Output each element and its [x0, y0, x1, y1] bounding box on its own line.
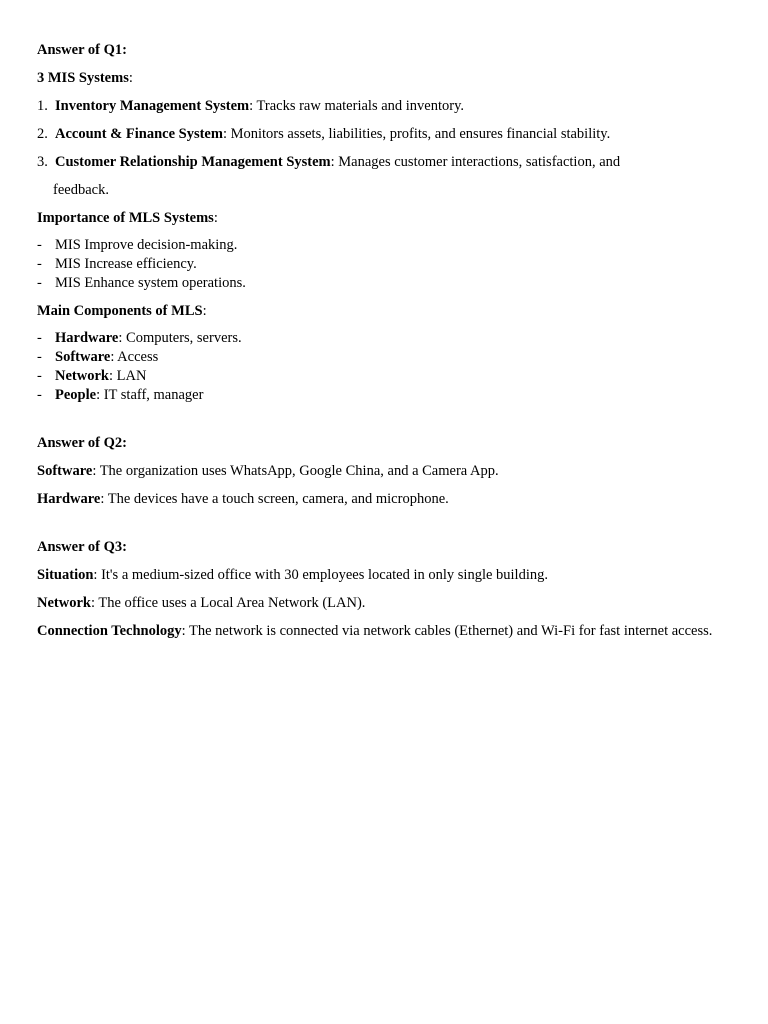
importance-item: - MIS Enhance system operations. — [37, 275, 246, 291]
q3-heading: Answer of Q3: — [37, 539, 127, 555]
mis-system-item: 3. Customer Relationship Management System: Manages customer interactions, satisfaction, and — [37, 154, 621, 170]
document-page — [37, 41, 727, 641]
q2-software: Software: The organization uses WhatsApp, Google China, and a Camera App. — [37, 463, 499, 479]
mis-system-item: 1. Inventory Management System: Tracks raw materials and inventory. — [37, 98, 465, 114]
component-item: - People: IT staff, manager — [37, 387, 204, 403]
mis-systems-title: 3 MIS Systems: — [37, 70, 133, 86]
component-item: - Network: LAN — [37, 368, 147, 384]
importance-item: - MIS Increase efficiency. — [37, 256, 197, 272]
mis-system-item-continuation: feedback. — [53, 182, 109, 198]
components-title: Main Components of MLS: — [37, 303, 207, 319]
q3-network: Network: The office uses a Local Area Network (LAN). — [37, 595, 366, 611]
q1-heading: Answer of Q1: — [37, 42, 127, 58]
q2-heading: Answer of Q2: — [37, 435, 127, 451]
q2-hardware: Hardware: The devices have a touch screen, camera, and microphone. — [37, 491, 449, 507]
importance-item: - MIS Improve decision-making. — [37, 237, 238, 253]
mis-system-item: 2. Account & Finance System: Monitors assets, liabilities, profits, and ensures financial stability. — [37, 126, 611, 142]
importance-title: Importance of MLS Systems: — [37, 210, 218, 226]
q3-connection-technology: Connection Technology: The network is connected via network cables (Ethernet) and Wi-Fi for fast internet access. — [37, 623, 713, 639]
q3-situation: Situation: It's a medium-sized office with 30 employees located in only single building. — [37, 567, 548, 583]
component-item: - Hardware: Computers, servers. — [37, 330, 242, 346]
component-item: - Software: Access — [37, 349, 159, 365]
